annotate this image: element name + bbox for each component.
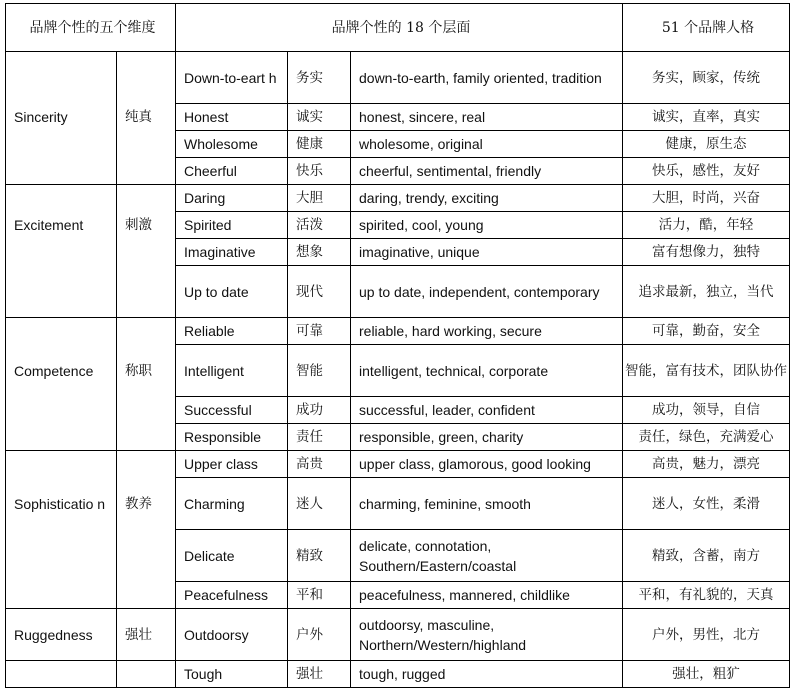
traits-en: peacefulness, mannered, childlike xyxy=(351,582,623,609)
facet-zh: 迷人 xyxy=(288,478,351,530)
traits-zh: 可靠，勤奋，安全 xyxy=(623,318,790,345)
table-row xyxy=(6,609,790,661)
dimension-en-blank xyxy=(6,239,117,266)
table-row xyxy=(6,212,790,239)
dimension-zh-blank xyxy=(117,661,176,688)
dimension-zh-blank xyxy=(117,424,176,451)
facet-zh: 成功 xyxy=(288,397,351,424)
facet-en: Reliable xyxy=(176,318,288,345)
dimension-en-blank xyxy=(6,318,117,345)
dimension-en: Ruggedness xyxy=(6,609,117,661)
table-row xyxy=(6,424,790,451)
facet-en: Tough xyxy=(176,661,288,688)
traits-zh: 务实，顾家，传统 xyxy=(623,52,790,104)
header-facets: 品牌个性的 18 个层面 xyxy=(176,4,623,52)
traits-en: cheerful, sentimental, friendly xyxy=(351,158,623,185)
traits-en: outdoorsy, masculine, Northern/Western/highland xyxy=(351,609,623,661)
traits-en: responsible, green, charity xyxy=(351,424,623,451)
facet-zh: 可靠 xyxy=(288,318,351,345)
facet-en: Honest xyxy=(176,104,288,131)
header-row xyxy=(6,4,790,52)
dimension-en-blank xyxy=(6,451,117,478)
traits-zh: 富有想像力，独特 xyxy=(623,239,790,266)
table-row xyxy=(6,661,790,688)
header-traits: 51 个品牌人格 xyxy=(623,4,790,52)
dimension-en: Excitement xyxy=(6,212,117,239)
facet-zh: 平和 xyxy=(288,582,351,609)
traits-zh: 健康，原生态 xyxy=(623,131,790,158)
traits-zh: 户外，男性，北方 xyxy=(623,609,790,661)
dimension-en: Competence xyxy=(6,345,117,397)
facet-en: Peacefulness xyxy=(176,582,288,609)
traits-zh: 大胆，时尚，兴奋 xyxy=(623,185,790,212)
facet-en: Cheerful xyxy=(176,158,288,185)
facet-en: Intelligent xyxy=(176,345,288,397)
traits-zh: 责任，绿色，充满爱心 xyxy=(623,424,790,451)
dimension-zh: 刺激 xyxy=(117,212,176,239)
facet-zh: 想象 xyxy=(288,239,351,266)
dimension-en: Sophisticatio n xyxy=(6,478,117,530)
traits-en: down-to-earth, family oriented, tradition xyxy=(351,52,623,104)
traits-en: reliable, hard working, secure xyxy=(351,318,623,345)
facet-en: Responsible xyxy=(176,424,288,451)
traits-zh: 成功，领导，自信 xyxy=(623,397,790,424)
dimension-zh: 强壮 xyxy=(117,609,176,661)
table-row xyxy=(6,451,790,478)
dimension-zh-blank xyxy=(117,582,176,609)
facet-en: Imaginative xyxy=(176,239,288,266)
dimension-zh: 教养 xyxy=(117,478,176,530)
dimension-zh-blank xyxy=(117,239,176,266)
traits-en: up to date, independent, contemporary xyxy=(351,266,623,318)
facet-zh: 责任 xyxy=(288,424,351,451)
facet-zh: 诚实 xyxy=(288,104,351,131)
facet-zh: 户外 xyxy=(288,609,351,661)
brand-personality-table-container xyxy=(5,3,790,688)
facet-zh: 精致 xyxy=(288,530,351,582)
traits-en: daring, trendy, exciting xyxy=(351,185,623,212)
facet-en: Successful xyxy=(176,397,288,424)
dimension-en-blank xyxy=(6,397,117,424)
dimension-en-blank xyxy=(6,582,117,609)
facet-zh: 大胆 xyxy=(288,185,351,212)
traits-zh: 平和，有礼貌的，天真 xyxy=(623,582,790,609)
brand-personality-table xyxy=(5,3,790,688)
dimension-en-blank xyxy=(6,158,117,185)
traits-zh: 追求最新，独立，当代 xyxy=(623,266,790,318)
table-row xyxy=(6,131,790,158)
traits-en: delicate, connotation, Southern/Eastern/coastal xyxy=(351,530,623,582)
traits-zh: 活力，酷，年轻 xyxy=(623,212,790,239)
table-row xyxy=(6,52,790,104)
traits-zh: 强壮，粗犷 xyxy=(623,661,790,688)
facet-zh: 高贵 xyxy=(288,451,351,478)
traits-zh: 迷人，女性，柔滑 xyxy=(623,478,790,530)
traits-zh: 快乐，感性，友好 xyxy=(623,158,790,185)
dimension-en-blank xyxy=(6,530,117,582)
dimension-en-blank xyxy=(6,52,117,104)
dimension-zh-blank xyxy=(117,397,176,424)
table-row xyxy=(6,478,790,530)
traits-en: spirited, cool, young xyxy=(351,212,623,239)
dimension-en-blank xyxy=(6,266,117,318)
traits-en: upper class, glamorous, good looking xyxy=(351,451,623,478)
facet-zh: 活泼 xyxy=(288,212,351,239)
traits-en: tough, rugged xyxy=(351,661,623,688)
table-row xyxy=(6,318,790,345)
table-row xyxy=(6,345,790,397)
facet-en: Spirited xyxy=(176,212,288,239)
traits-en: wholesome, original xyxy=(351,131,623,158)
dimension-en-blank xyxy=(6,185,117,212)
facet-zh: 强壮 xyxy=(288,661,351,688)
dimension-en: Sincerity xyxy=(6,104,117,131)
dimension-zh-blank xyxy=(117,530,176,582)
facet-en: Up to date xyxy=(176,266,288,318)
dimension-zh: 纯真 xyxy=(117,104,176,131)
facet-en: Wholesome xyxy=(176,131,288,158)
table-row xyxy=(6,158,790,185)
table-row xyxy=(6,530,790,582)
traits-en: honest, sincere, real xyxy=(351,104,623,131)
traits-zh: 高贵，魅力，漂亮 xyxy=(623,451,790,478)
table-row xyxy=(6,185,790,212)
dimension-zh-blank xyxy=(117,158,176,185)
table-row xyxy=(6,104,790,131)
facet-zh: 健康 xyxy=(288,131,351,158)
table-row xyxy=(6,239,790,266)
dimension-en-blank xyxy=(6,131,117,158)
facet-en: Daring xyxy=(176,185,288,212)
dimension-zh-blank xyxy=(117,266,176,318)
traits-zh: 智能，富有技术，团队协作 xyxy=(623,345,790,397)
facet-en: Outdoorsy xyxy=(176,609,288,661)
table-row xyxy=(6,582,790,609)
dimension-en-blank xyxy=(6,661,117,688)
traits-en: successful, leader, confident xyxy=(351,397,623,424)
traits-zh: 精致，含蓄，南方 xyxy=(623,530,790,582)
facet-zh: 快乐 xyxy=(288,158,351,185)
dimension-zh-blank xyxy=(117,131,176,158)
facet-en: Delicate xyxy=(176,530,288,582)
dimension-zh-blank xyxy=(117,52,176,104)
table-row xyxy=(6,266,790,318)
dimension-zh-blank xyxy=(117,185,176,212)
traits-zh: 诚实，直率，真实 xyxy=(623,104,790,131)
facet-en: Down-to-eart h xyxy=(176,52,288,104)
facet-en: Upper class xyxy=(176,451,288,478)
dimension-zh-blank xyxy=(117,318,176,345)
table-row xyxy=(6,397,790,424)
facet-zh: 智能 xyxy=(288,345,351,397)
traits-en: imaginative, unique xyxy=(351,239,623,266)
facet-en: Charming xyxy=(176,478,288,530)
traits-en: charming, feminine, smooth xyxy=(351,478,623,530)
dimension-zh: 称职 xyxy=(117,345,176,397)
dimension-en-blank xyxy=(6,424,117,451)
facet-zh: 现代 xyxy=(288,266,351,318)
traits-en: intelligent, technical, corporate xyxy=(351,345,623,397)
dimension-zh-blank xyxy=(117,451,176,478)
facet-zh: 务实 xyxy=(288,52,351,104)
header-dimensions: 品牌个性的五个维度 xyxy=(6,4,176,52)
